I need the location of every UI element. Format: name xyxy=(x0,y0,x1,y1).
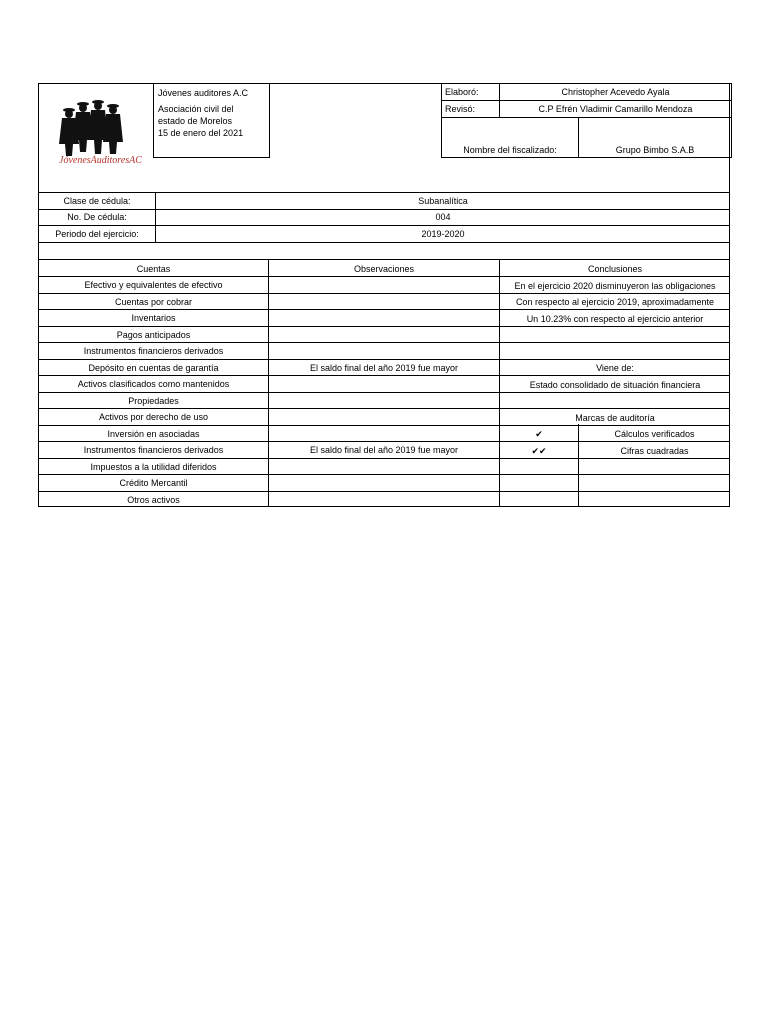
cuenta-cell: Otros activos xyxy=(127,495,180,505)
header-conclusiones: Conclusiones xyxy=(587,264,643,274)
conclusion-3: Un 10.23% con respecto al ejercicio anterior xyxy=(526,314,704,324)
marcas-label: Marcas de auditoría xyxy=(575,413,655,423)
observacion-cell: El saldo final del año 2019 fue mayor xyxy=(309,363,459,373)
cuenta-cell: Inversión en asociadas xyxy=(107,429,200,439)
header-cuentas: Cuentas xyxy=(136,264,171,274)
conclusion-1: En el ejercicio 2020 disminuyeron las obligaciones xyxy=(514,281,716,291)
viene-de-label: Viene de: xyxy=(596,363,634,373)
elaboro-value: Christopher Acevedo Ayala xyxy=(561,87,670,97)
cuenta-cell: Activos clasificados como mantenidos xyxy=(77,379,230,389)
cuenta-cell: Impuestos a la utilidad diferidos xyxy=(90,462,217,472)
fiscalizado-value: Grupo Bimbo S.A.B xyxy=(615,145,695,155)
cuenta-cell: Activos por derecho de uso xyxy=(98,412,209,422)
observacion-cell: El saldo final del año 2019 fue mayor xyxy=(309,445,459,455)
company-info-box xyxy=(153,83,270,158)
clase-label: Clase de cédula: xyxy=(63,196,131,206)
company-logo xyxy=(53,96,142,166)
numero-label: No. De cédula: xyxy=(67,212,127,222)
viene-de-value: Estado consolidado de situación financiera xyxy=(529,380,701,390)
cuenta-cell: Instrumentos financieros derivados xyxy=(83,346,224,356)
periodo-value: 2019-2020 xyxy=(421,229,465,239)
marca-1-meaning: Cálculos verificados xyxy=(614,429,695,439)
cuenta-cell: Propiedades xyxy=(128,396,179,406)
marca-2-meaning: Cifras cuadradas xyxy=(620,446,689,456)
cuenta-cell: Inventarios xyxy=(131,313,176,323)
cuenta-cell: Cuentas por cobrar xyxy=(114,297,193,307)
periodo-label: Periodo del ejercicio: xyxy=(55,229,139,239)
company-name: Jóvenes auditores A.C xyxy=(158,88,249,98)
reviso-value: C.P Efrén Vladimir Camarillo Mendoza xyxy=(538,104,693,114)
conclusion-2: Con respecto al ejercicio 2019, aproximadamente xyxy=(515,297,715,307)
cuenta-cell: Efectivo y equivalentes de efectivo xyxy=(84,280,223,290)
elaboro-label: Elaboró: xyxy=(445,87,479,97)
clase-value: Subanalítica xyxy=(418,196,468,206)
header-observaciones: Observaciones xyxy=(353,264,415,274)
company-date: 15 de enero del 2021 xyxy=(158,128,244,138)
cuenta-cell: Crédito Mercantil xyxy=(119,478,188,488)
company-type-line2: estado de Morelos xyxy=(158,116,233,126)
numero-value: 004 xyxy=(435,212,451,222)
company-type-line1: Asociación civil del xyxy=(158,104,234,114)
cuenta-cell: Instrumentos financieros derivados xyxy=(83,445,224,455)
cuenta-cell: Depósito en cuentas de garantía xyxy=(88,363,219,373)
audit-sheet xyxy=(38,83,730,507)
checkmark-icon: ✔ xyxy=(535,429,543,439)
reviso-label: Revisó: xyxy=(445,104,476,114)
logo-text: JóvenesAuditoresAC xyxy=(59,155,142,166)
double-checkmark-icon: ✔✔ xyxy=(531,446,547,456)
fiscalizado-label: Nombre del fiscalizado: xyxy=(463,145,557,155)
cuenta-cell: Pagos anticipados xyxy=(116,330,191,340)
